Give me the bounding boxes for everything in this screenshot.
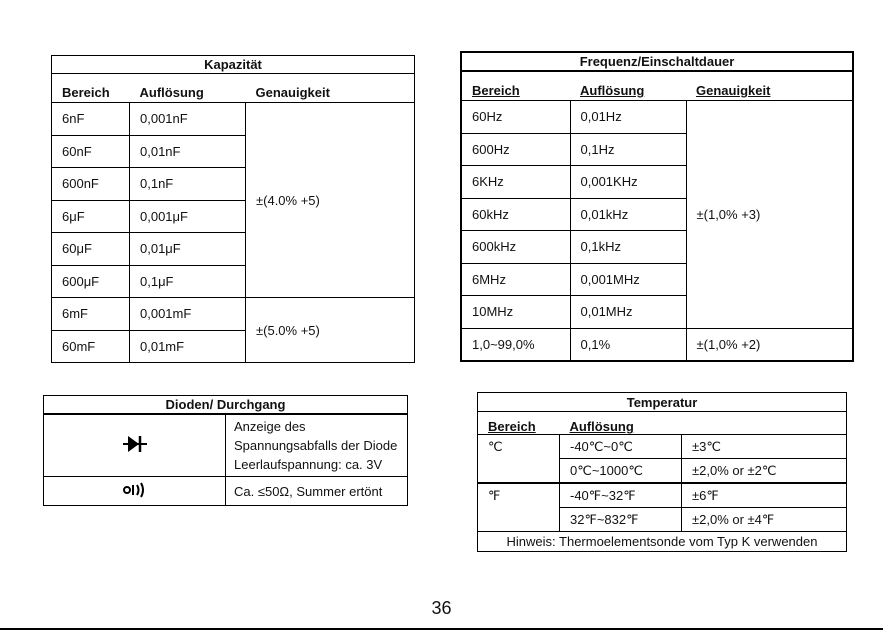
range-cell: 600μF bbox=[52, 265, 130, 298]
range-cell: 6mF bbox=[52, 298, 130, 331]
range-cell: 60mF bbox=[52, 330, 130, 363]
accuracy-cell: ±3℃ bbox=[682, 435, 847, 459]
fahrenheit-label: ℉ bbox=[488, 488, 501, 503]
diode-text-line2: Leerlaufspannung: ca. 3V bbox=[234, 457, 383, 472]
resolution-cell: 0,001nF bbox=[130, 103, 246, 136]
accuracy-cell: ±2,0% or ±4℉ bbox=[682, 508, 847, 532]
range-cell: 6MHz bbox=[461, 263, 570, 296]
resolution-cell: 0,01Hz bbox=[570, 101, 686, 134]
diode-icon bbox=[44, 414, 226, 477]
continuity-description: Ca. ≤50Ω, Summer ertönt bbox=[226, 477, 408, 506]
accuracy-cell: ±(5.0% +5) bbox=[246, 298, 415, 363]
header-range: Bereich bbox=[478, 412, 560, 435]
resolution-cell: 0,001μF bbox=[130, 200, 246, 233]
range-cell: 60μF bbox=[52, 233, 130, 266]
resolution-cell: 0,001KHz bbox=[570, 166, 686, 199]
resolution-cell: 0,1μF bbox=[130, 265, 246, 298]
page-number: 36 bbox=[431, 598, 452, 618]
diode-text-line1: Anzeige des Spannungsabfalls der Diode bbox=[234, 419, 398, 453]
resolution-cell: 0,01kHz bbox=[570, 198, 686, 231]
header-accuracy: Genauigkeit bbox=[246, 74, 415, 103]
resolution-cell: 0,001mF bbox=[130, 298, 246, 331]
range-cell: 60Hz bbox=[461, 101, 570, 134]
duty-range-cell: 1,0~99,0% bbox=[461, 328, 570, 361]
capacitance-table bbox=[51, 55, 415, 363]
resolution-cell: 0℃~1000℃ bbox=[560, 459, 682, 484]
range-cell: 60kHz bbox=[461, 198, 570, 231]
continuity-buzzer-icon bbox=[44, 477, 226, 506]
accuracy-cell: ±2,0% or ±2℃ bbox=[682, 459, 847, 484]
diode-description bbox=[226, 414, 408, 477]
temperature-title: Temperatur bbox=[478, 393, 847, 412]
footer-divider bbox=[0, 628, 883, 630]
header-resolution: Auflösung bbox=[570, 71, 686, 101]
header-resolution: Auflösung bbox=[130, 74, 246, 103]
diode-continuity-table bbox=[43, 395, 408, 506]
resolution-cell: 0,01mF bbox=[130, 330, 246, 363]
header-accuracy: Genauigkeit bbox=[686, 71, 853, 101]
range-cell: 600Hz bbox=[461, 133, 570, 166]
accuracy-cell: ±(1,0% +3) bbox=[686, 101, 853, 329]
resolution-cell: -40℉~32℉ bbox=[560, 483, 682, 508]
celsius-label: ℃ bbox=[478, 435, 560, 484]
temperature-hint: Hinweis: Thermoelementsonde vom Typ K verwenden bbox=[478, 532, 847, 552]
resolution-cell: 32℉~832℉ bbox=[560, 508, 682, 532]
header-range: Bereich bbox=[461, 71, 570, 101]
accuracy-cell: ±6℉ bbox=[682, 483, 847, 508]
resolution-cell: 0,1Hz bbox=[570, 133, 686, 166]
frequency-title: Frequenz/Einschaltdauer bbox=[461, 52, 853, 71]
resolution-cell: 0,01μF bbox=[130, 233, 246, 266]
accuracy-cell: ±(4.0% +5) bbox=[246, 103, 415, 298]
range-cell: 6KHz bbox=[461, 166, 570, 199]
resolution-cell: 0,1kHz bbox=[570, 231, 686, 264]
capacitance-title: Kapazität bbox=[52, 56, 415, 74]
resolution-cell: 0,001MHz bbox=[570, 263, 686, 296]
frequency-table bbox=[460, 51, 854, 362]
resolution-cell: 0,01nF bbox=[130, 135, 246, 168]
duty-resolution-cell: 0,1% bbox=[570, 328, 686, 361]
range-cell: 10MHz bbox=[461, 296, 570, 329]
resolution-cell: 0,1nF bbox=[130, 168, 246, 201]
header-range: Bereich bbox=[52, 74, 130, 103]
range-cell: 600kHz bbox=[461, 231, 570, 264]
range-cell: 6nF bbox=[52, 103, 130, 136]
header-resolution: Auflösung bbox=[560, 412, 682, 435]
diode-continuity-title: Dioden/ Durchgang bbox=[44, 396, 408, 415]
temperature-table bbox=[477, 392, 847, 552]
duty-accuracy-cell: ±(1,0% +2) bbox=[686, 328, 853, 361]
range-cell: 6μF bbox=[52, 200, 130, 233]
range-cell: 60nF bbox=[52, 135, 130, 168]
range-cell: 600nF bbox=[52, 168, 130, 201]
resolution-cell: -40℃~0℃ bbox=[560, 435, 682, 459]
resolution-cell: 0,01MHz bbox=[570, 296, 686, 329]
